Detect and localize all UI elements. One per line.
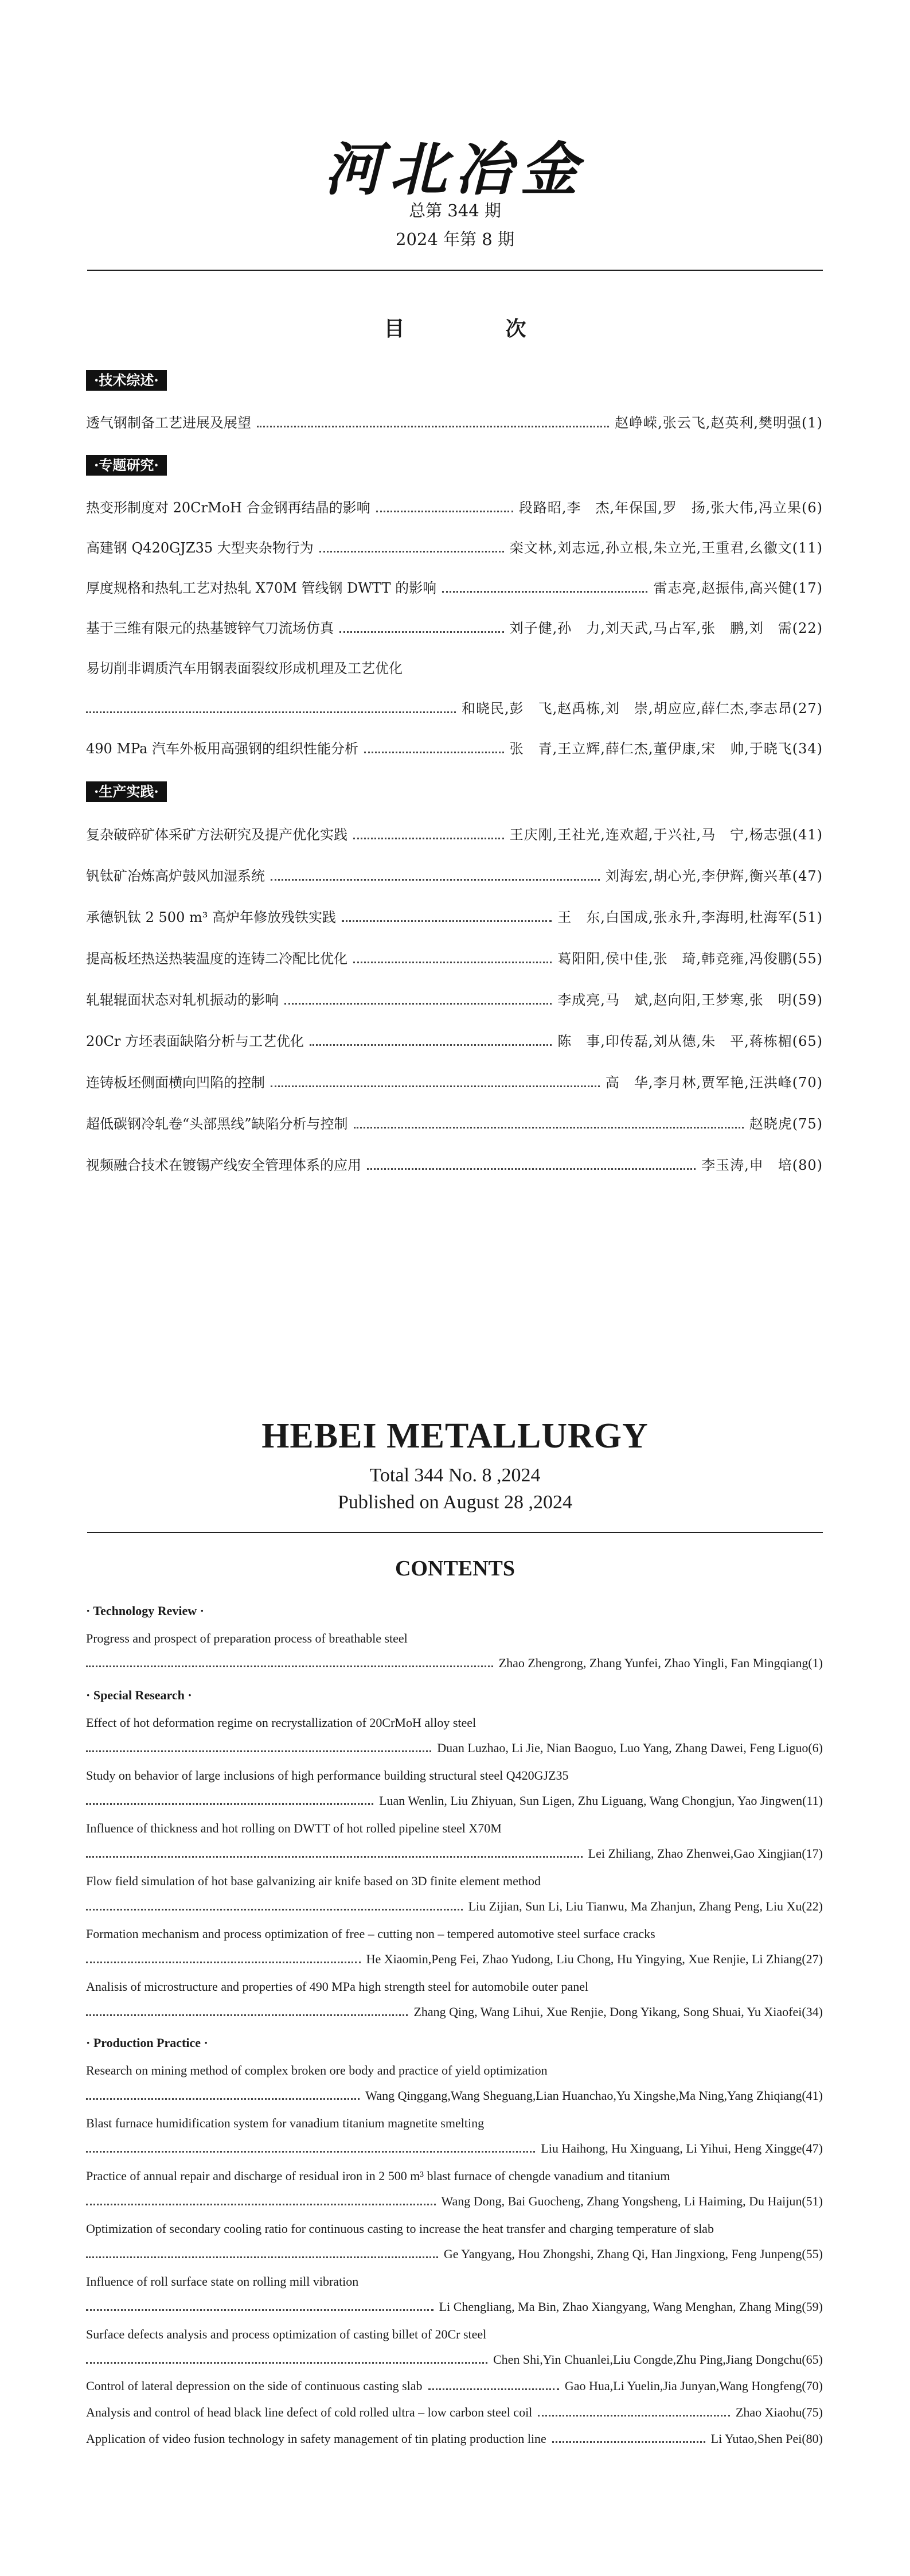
- dot-leader: [310, 1044, 552, 1046]
- toc-entry[interactable]: [86, 820, 823, 843]
- dot-leader: [86, 2256, 438, 2258]
- entry-title: 视频融合技术在镀锡产线安全管理体系的应用: [86, 1157, 361, 1174]
- dot-leader: [86, 1909, 463, 1910]
- entry-authors: 李成亮,马 斌,赵向阳,王梦寒,张 明(59): [557, 992, 823, 1009]
- toc-entry-authors-line-en: [86, 1652, 823, 1671]
- dot-leader: [86, 2309, 433, 2311]
- divider: [87, 270, 823, 271]
- entry-authors: 王庆刚,王社光,连欢超,于兴社,马 宁,杨志强(41): [509, 827, 823, 843]
- dot-leader: [86, 2204, 436, 2205]
- entry-title-en: Application of video fusion technology in safety management of tin plating production line: [86, 2431, 546, 2446]
- divider: [87, 1532, 823, 1533]
- dot-leader: [257, 426, 609, 427]
- entry-title-en[interactable]: Flow field simulation of hot base galvanizing air knife based on 3D finite element method: [86, 1874, 541, 1888]
- dot-leader: [86, 2014, 408, 2016]
- section-label-special-research-en: · Special Research ·: [86, 1688, 192, 1702]
- dot-leader: [86, 1666, 493, 1667]
- entry-authors-en: Gao Hua,Li Yuelin,Jia Junyan,Wang Hongfeng(70): [564, 2379, 823, 2393]
- toc-entry-authors-line-en: [86, 2190, 823, 2209]
- toc-entry[interactable]: [86, 1027, 823, 1050]
- dot-leader: [354, 1127, 744, 1129]
- toc-entry[interactable]: [86, 1151, 823, 1174]
- entry-title-en[interactable]: Influence of roll surface state on rolling mill vibration: [86, 2274, 359, 2289]
- dot-leader: [319, 551, 504, 552]
- entry-title-en[interactable]: Effect of hot deformation regime on recrystallization of 20CrMoH alloy steel: [86, 1715, 477, 1730]
- entry-authors-en: Liu Haihong, Hu Xinguang, Li Yihui, Heng Xingge(47): [541, 2141, 823, 2155]
- toc-entry[interactable]: [86, 734, 823, 757]
- entry-title-en[interactable]: Influence of thickness and hot rolling on DWTT of hot rolled pipeline steel X70M: [86, 1821, 502, 1835]
- entry-authors: 刘海宏,胡心光,李伊辉,衡兴革(47): [605, 868, 823, 885]
- dot-leader: [364, 752, 504, 753]
- entry-title: 钒钛矿冶炼高炉鼓风加湿系统: [86, 868, 265, 885]
- entry-authors-en: Zhao Zhengrong, Zhang Yunfei, Zhao Yingli, Fan Mingqiang(1): [498, 1656, 823, 1670]
- dot-leader: [442, 591, 647, 593]
- dot-leader: [86, 1962, 361, 1963]
- entry-title: 超低碳钢冷轧卷“头部黑线”缺陷分析与控制: [86, 1116, 348, 1133]
- toc-entry-authors-line-en: [86, 2138, 823, 2156]
- toc-entry-authors-line-en: [86, 1790, 823, 1808]
- entry-title: 厚度规格和热轧工艺对热轧 X70M 管线钢 DWTT 的影响: [86, 580, 437, 597]
- entry-title-en[interactable]: Blast furnace humidification system for vanadium titanium magnetite smelting: [86, 2116, 485, 2130]
- entry-authors-en: Ge Yangyang, Hou Zhongshi, Zhang Qi, Han Jingxiong, Feng Junpeng(55): [443, 2247, 823, 2261]
- dot-leader: [428, 2388, 559, 2390]
- dot-leader: [86, 2151, 535, 2153]
- entry-title-en[interactable]: Formation mechanism and process optimization of free – cutting non – tempered automotive steel surface cracks: [86, 1927, 655, 1941]
- dot-leader: [86, 1750, 431, 1752]
- entry-title: 轧辊辊面状态对轧机振动的影响: [86, 992, 279, 1009]
- entry-title: 基于三维有限元的热基镀锌气刀流场仿真: [86, 620, 334, 637]
- entry-title: 20Cr 方坯表面缺陷分析与工艺优化: [86, 1033, 304, 1050]
- toc-entry[interactable]: [86, 944, 823, 967]
- entry-title: 复杂破碎矿体采矿方法研究及提产优化实践: [86, 827, 347, 843]
- entry-title: 易切削非调质汽车用钢表面裂纹形成机理及工艺优化: [86, 660, 403, 677]
- journal-title-cn: 河北冶金: [324, 135, 586, 203]
- entry-title-en[interactable]: Optimization of secondary cooling ratio for continuous casting to increase the heat transfer and charging temperature of slab: [86, 2221, 714, 2236]
- entry-authors: 李玉涛,申 培(80): [701, 1157, 823, 1174]
- entry-title-en[interactable]: Research on mining method of complex broken ore body and practice of yield optimization: [86, 2063, 548, 2077]
- entry-authors-en: Duan Luzhao, Li Jie, Nian Baoguo, Luo Yang, Zhang Dawei, Feng Liguo(6): [437, 1741, 823, 1755]
- entry-title-en[interactable]: Practice of annual repair and discharge of residual iron in 2 500 m³ blast furnace of chengde vanadium and titanium: [86, 2169, 670, 2183]
- dot-leader: [367, 1168, 696, 1170]
- dot-leader: [538, 2415, 730, 2417]
- entry-authors-en: Lei Zhiliang, Zhao Zhenwei,Gao Xingjian(17): [588, 1846, 823, 1861]
- toc-entry[interactable]: [86, 903, 823, 926]
- entry-title: 连铸板坯侧面横向凹陷的控制: [86, 1075, 265, 1091]
- entry-authors: 张 青,王立辉,薛仁杰,董伊康,宋 帅,于晓飞(34): [509, 741, 823, 757]
- entry-authors-en: Li Chengliang, Ma Bin, Zhao Xiangyang, Wang Menghan, Zhang Ming(59): [439, 2299, 823, 2314]
- entry-title: 提高板坯热送热装温度的连铸二冷配比优化: [86, 951, 347, 967]
- toc-entry-authors-line-en: [86, 2001, 823, 2019]
- toc-entry-authors-line-en: [86, 2349, 823, 2367]
- section-label-special-research: ·专题研究·: [86, 455, 167, 476]
- entry-authors-en: Chen Shi,Yin Chuanlei,Liu Congde,Zhu Ping,Jiang Dongchu(65): [493, 2352, 823, 2367]
- entry-authors: 赵晓虎(75): [749, 1116, 823, 1133]
- entry-authors: 和晓民,彭 飞,赵禹栋,刘 崇,胡应应,薛仁杰,李志昂(27): [461, 701, 823, 717]
- entry-title: 热变形制度对 20CrMoH 合金钢再结晶的影响: [86, 500, 370, 516]
- entry-title: 承德钒钛 2 500 m³ 高炉年修放残铁实践: [86, 909, 336, 926]
- section-label-technology-review-en: · Technology Review ·: [86, 1604, 204, 1618]
- entry-title-en[interactable]: Progress and prospect of preparation process of breathable steel: [86, 1631, 408, 1645]
- entry-authors: 葛阳阳,侯中佳,张 琦,韩竞雍,冯俊鹏(55): [557, 951, 823, 967]
- toc-entry-en[interactable]: [86, 2402, 823, 2420]
- toc-entry[interactable]: [86, 862, 823, 885]
- entry-authors-en: He Xiaomin,Peng Fei, Zhao Yudong, Liu Chong, Hu Yingying, Xue Renjie, Li Zhiang(27): [366, 1952, 823, 1966]
- dot-leader: [284, 1003, 552, 1005]
- entry-authors: 赵峥嵘,张云飞,赵英利,樊明强(1): [615, 415, 823, 431]
- toc-entry-en[interactable]: [86, 2428, 823, 2446]
- toc-entry-en[interactable]: [86, 2375, 823, 2394]
- entry-authors: 高 华,李月林,贾军艳,汪洪峰(70): [605, 1075, 823, 1091]
- toc-entry[interactable]: [86, 614, 823, 637]
- dot-leader: [271, 1085, 600, 1087]
- toc-entry[interactable]: [86, 493, 823, 516]
- dot-leader: [342, 920, 552, 922]
- toc-entry-authors-line-en: [86, 1948, 823, 1967]
- entry-title: 490 MPa 汽车外板用高强钢的组织性能分析: [86, 741, 359, 757]
- entry-title-en: Control of lateral depression on the side of continuous casting slab: [86, 2379, 423, 2393]
- entry-title: 透气钢制备工艺进展及展望: [86, 415, 251, 431]
- dot-leader: [339, 631, 504, 633]
- entry-authors: 王 东,白国成,张永升,李海明,杜海军(51): [557, 909, 823, 926]
- entry-authors-en: Liu Zijian, Sun Li, Liu Tianwu, Ma Zhanjun, Zhang Peng, Liu Xu(22): [468, 1899, 823, 1913]
- entry-authors-en: Li Yutao,Shen Pei(80): [710, 2431, 823, 2446]
- section-label-technology-review: ·技术综述·: [86, 370, 167, 391]
- toc-entry-authors-line-en: [86, 1896, 823, 1914]
- journal-title-en: HEBEI METALLURGY: [261, 1417, 649, 1456]
- published-date-en: Published on August 28 ,2024: [338, 1492, 572, 1513]
- entry-authors: 陈 事,印传磊,刘从德,朱 平,蒋栋楣(65): [557, 1033, 823, 1050]
- dot-leader: [86, 711, 456, 713]
- section-label-production-practice-en: · Production Practice ·: [86, 2036, 208, 2050]
- toc-entry[interactable]: [86, 574, 823, 597]
- dot-leader: [271, 879, 600, 881]
- total-issue-cn: 总第 344 期: [409, 201, 501, 220]
- toc-entry[interactable]: [86, 534, 823, 557]
- year-issue-cn: 2024 年第 8 期: [396, 229, 514, 249]
- entry-authors: 刘子健,孙 力,刘天武,马占军,张 鹏,刘 需(22): [509, 620, 823, 637]
- dot-leader: [86, 1856, 583, 1858]
- dot-leader: [552, 2441, 705, 2443]
- entry-title-en[interactable]: Surface defects analysis and process optimization of casting billet of 20Cr steel: [86, 2327, 487, 2341]
- entry-authors-en: Zhao Xiaohu(75): [735, 2405, 823, 2419]
- dot-leader: [86, 2098, 360, 2100]
- toc-entry[interactable]: [86, 986, 823, 1009]
- toc-entry[interactable]: [86, 1110, 823, 1133]
- toc-entry[interactable]: [86, 1068, 823, 1091]
- dot-leader: [353, 962, 552, 963]
- entry-title-en[interactable]: Study on behavior of large inclusions of high performance building structural steel Q420GJZ35: [86, 1768, 569, 1783]
- entry-authors-en: Luan Wenlin, Liu Zhiyuan, Sun Ligen, Zhu Liguang, Wang Chongjun, Yao Jingwen(11): [379, 1793, 823, 1808]
- section-label-production-practice: ·生产实践·: [86, 781, 167, 802]
- entry-authors: 雷志亮,赵振伟,高兴健(17): [653, 580, 823, 597]
- toc-entry-authors-line-en: [86, 1843, 823, 1861]
- entry-authors-en: Wang Dong, Bai Guocheng, Zhang Yongsheng, Li Haiming, Du Haijun(51): [441, 2194, 823, 2208]
- dot-leader: [86, 2362, 487, 2364]
- entry-authors: 段路昭,李 杰,年保国,罗 扬,张大伟,冯立果(6): [518, 500, 823, 516]
- toc-entry[interactable]: [86, 408, 823, 431]
- toc-entry-authors-line-en: [86, 1737, 823, 1756]
- dot-leader: [353, 838, 504, 839]
- total-issue-en: Total 344 No. 8 ,2024: [369, 1465, 541, 1486]
- dot-leader: [86, 1803, 373, 1805]
- entry-authors-en: Wang Qinggang,Wang Sheguang,Lian Huanchao,Yu Xingshe,Ma Ning,Yang Zhiqiang(41): [365, 2088, 823, 2103]
- entry-authors: 栾文林,刘志远,孙立根,朱立光,王重君,幺徽文(11): [509, 540, 823, 557]
- entry-title-en[interactable]: Analisis of microstructure and properties of 490 MPa high strength steel for automobile outer panel: [86, 1979, 589, 1994]
- toc-title-cn: 目 次: [384, 317, 567, 341]
- entry-title-en: Analysis and control of head black line defect of cold rolled ultra – low carbon steel coil: [86, 2405, 533, 2419]
- toc-entry-authors-line[interactable]: [86, 694, 823, 717]
- dot-leader: [376, 511, 513, 512]
- entry-authors-en: Zhang Qing, Wang Lihui, Xue Renjie, Dong Yikang, Song Shuai, Yu Xiaofei(34): [413, 2005, 823, 2019]
- toc-entry-title-line[interactable]: [86, 654, 823, 677]
- entry-title: 高建钢 Q420GJZ35 大型夹杂物行为: [86, 540, 314, 557]
- toc-entry-authors-line-en: [86, 2085, 823, 2103]
- toc-title-en: CONTENTS: [395, 1557, 515, 1581]
- toc-entry-authors-line-en: [86, 2296, 823, 2314]
- toc-entry-authors-line-en: [86, 2243, 823, 2262]
